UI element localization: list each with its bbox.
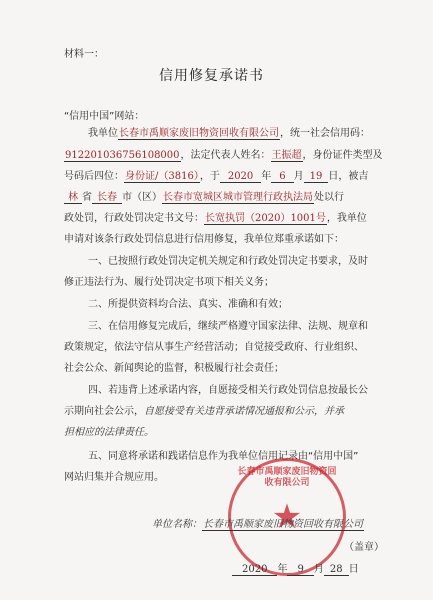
day-field: 19	[304, 171, 329, 183]
date-unit: 月	[313, 564, 324, 575]
line-text: ，法定代表人姓名：	[180, 150, 271, 161]
line-text: 示期向社会公示，	[64, 406, 144, 417]
line-2	[64, 149, 383, 163]
date-line	[232, 563, 359, 577]
city-field: 长春	[92, 192, 122, 204]
line-text: ，统一社会信用码：	[280, 128, 370, 139]
pledge-4b	[64, 405, 344, 419]
pledge-5b: 网站归集并合规应用。	[64, 472, 164, 483]
pledge-3c: 社会公众、新闻舆论的监督，积极履行社会责任；	[64, 363, 284, 374]
date-day: 28	[324, 564, 349, 576]
pledge-3b: 政策规定，依法守信从事生产经营活动；自觉接受政府、行业组织、	[64, 342, 364, 353]
line-text: 我单位	[88, 128, 118, 139]
company-name-field: 长春市禹顺家废旧物资回收有限公司	[119, 128, 279, 139]
line-text: 号码后四位：	[64, 171, 124, 182]
line-3	[64, 170, 368, 184]
seal-text: 长春市禹顺家废旧物资回收有限公司	[237, 467, 337, 488]
pledge-2: 二、所提供资料均合法、真实、准确和有效；	[88, 299, 288, 310]
material-label: 材料一：	[64, 49, 104, 60]
line-text: 省	[82, 192, 92, 203]
pledge-5a: 五、同意将承诺和践诺信息作为我单位信用记录由“信用中国”	[88, 451, 359, 462]
date-month: 9	[287, 564, 313, 576]
handwritten-pledge-cont: 担相应的法律责任。	[64, 427, 154, 438]
line-text: 月	[293, 171, 304, 182]
stamp-label: （盖章）	[344, 542, 384, 553]
salutation: “信用中国”网站：	[64, 111, 145, 122]
line-text: 市（区）	[122, 192, 162, 203]
authority-field: 长春市宽城区城市管理行政执法局	[163, 192, 313, 203]
signature-line	[152, 518, 364, 532]
document-title: 信用修复承诺书	[159, 68, 264, 84]
seal-star-icon: ★	[271, 497, 303, 537]
company-seal	[228, 458, 346, 576]
sign-label: 单位名称：	[152, 519, 202, 530]
id-info-field: 身份证/（3816）	[125, 171, 199, 182]
pledge-1b: 修正违法行为、履行处罚决定书项下相关义务；	[64, 277, 274, 288]
sign-company-name: 长春市禹顺家废旧物资回收有限公司	[203, 519, 363, 530]
pledge-3a: 三、在信用修复完成后，继续严格遵守国家法律、法规、规章和	[88, 321, 368, 332]
date-year: 2020	[232, 564, 277, 576]
credit-code-field: 912201036756108000	[65, 150, 180, 161]
line-text: ，于	[199, 171, 220, 182]
line-text: ，身份证件类型及	[302, 150, 383, 161]
line-5	[64, 212, 367, 226]
month-field: 6	[271, 171, 293, 183]
line-6: 申请对该条行政处罚信息进行信用修复，我单位郑重承诺如下：	[64, 234, 344, 245]
line-text: 日，被吉	[328, 171, 369, 182]
legal-rep-field: 王振超	[271, 150, 302, 161]
pledge-1a: 一、已按照行政处罚决定机关规定和行政处罚决定书要求，及时	[88, 256, 368, 267]
doc-number-field: 长宽执罚（2020）1001号	[205, 213, 326, 224]
line-text: ，我单位	[326, 213, 367, 224]
line-1	[88, 127, 370, 141]
line-4	[64, 191, 344, 205]
handwritten-pledge: 自愿接受有关违背承诺情况通报和公示，并承	[144, 406, 344, 417]
date-unit: 年	[277, 564, 288, 575]
year-field: 2020	[220, 171, 261, 183]
province-field: 林	[64, 192, 82, 204]
pledge-4a: 四、若违背上述承诺内容，自愿接受相关行政处罚信息按最长公	[88, 385, 368, 396]
date-unit: 日	[348, 564, 359, 575]
line-text: 政处罚，行政处罚决定书文号：	[64, 213, 204, 224]
line-text: 处以行	[314, 192, 344, 203]
line-text: 年	[261, 171, 272, 182]
